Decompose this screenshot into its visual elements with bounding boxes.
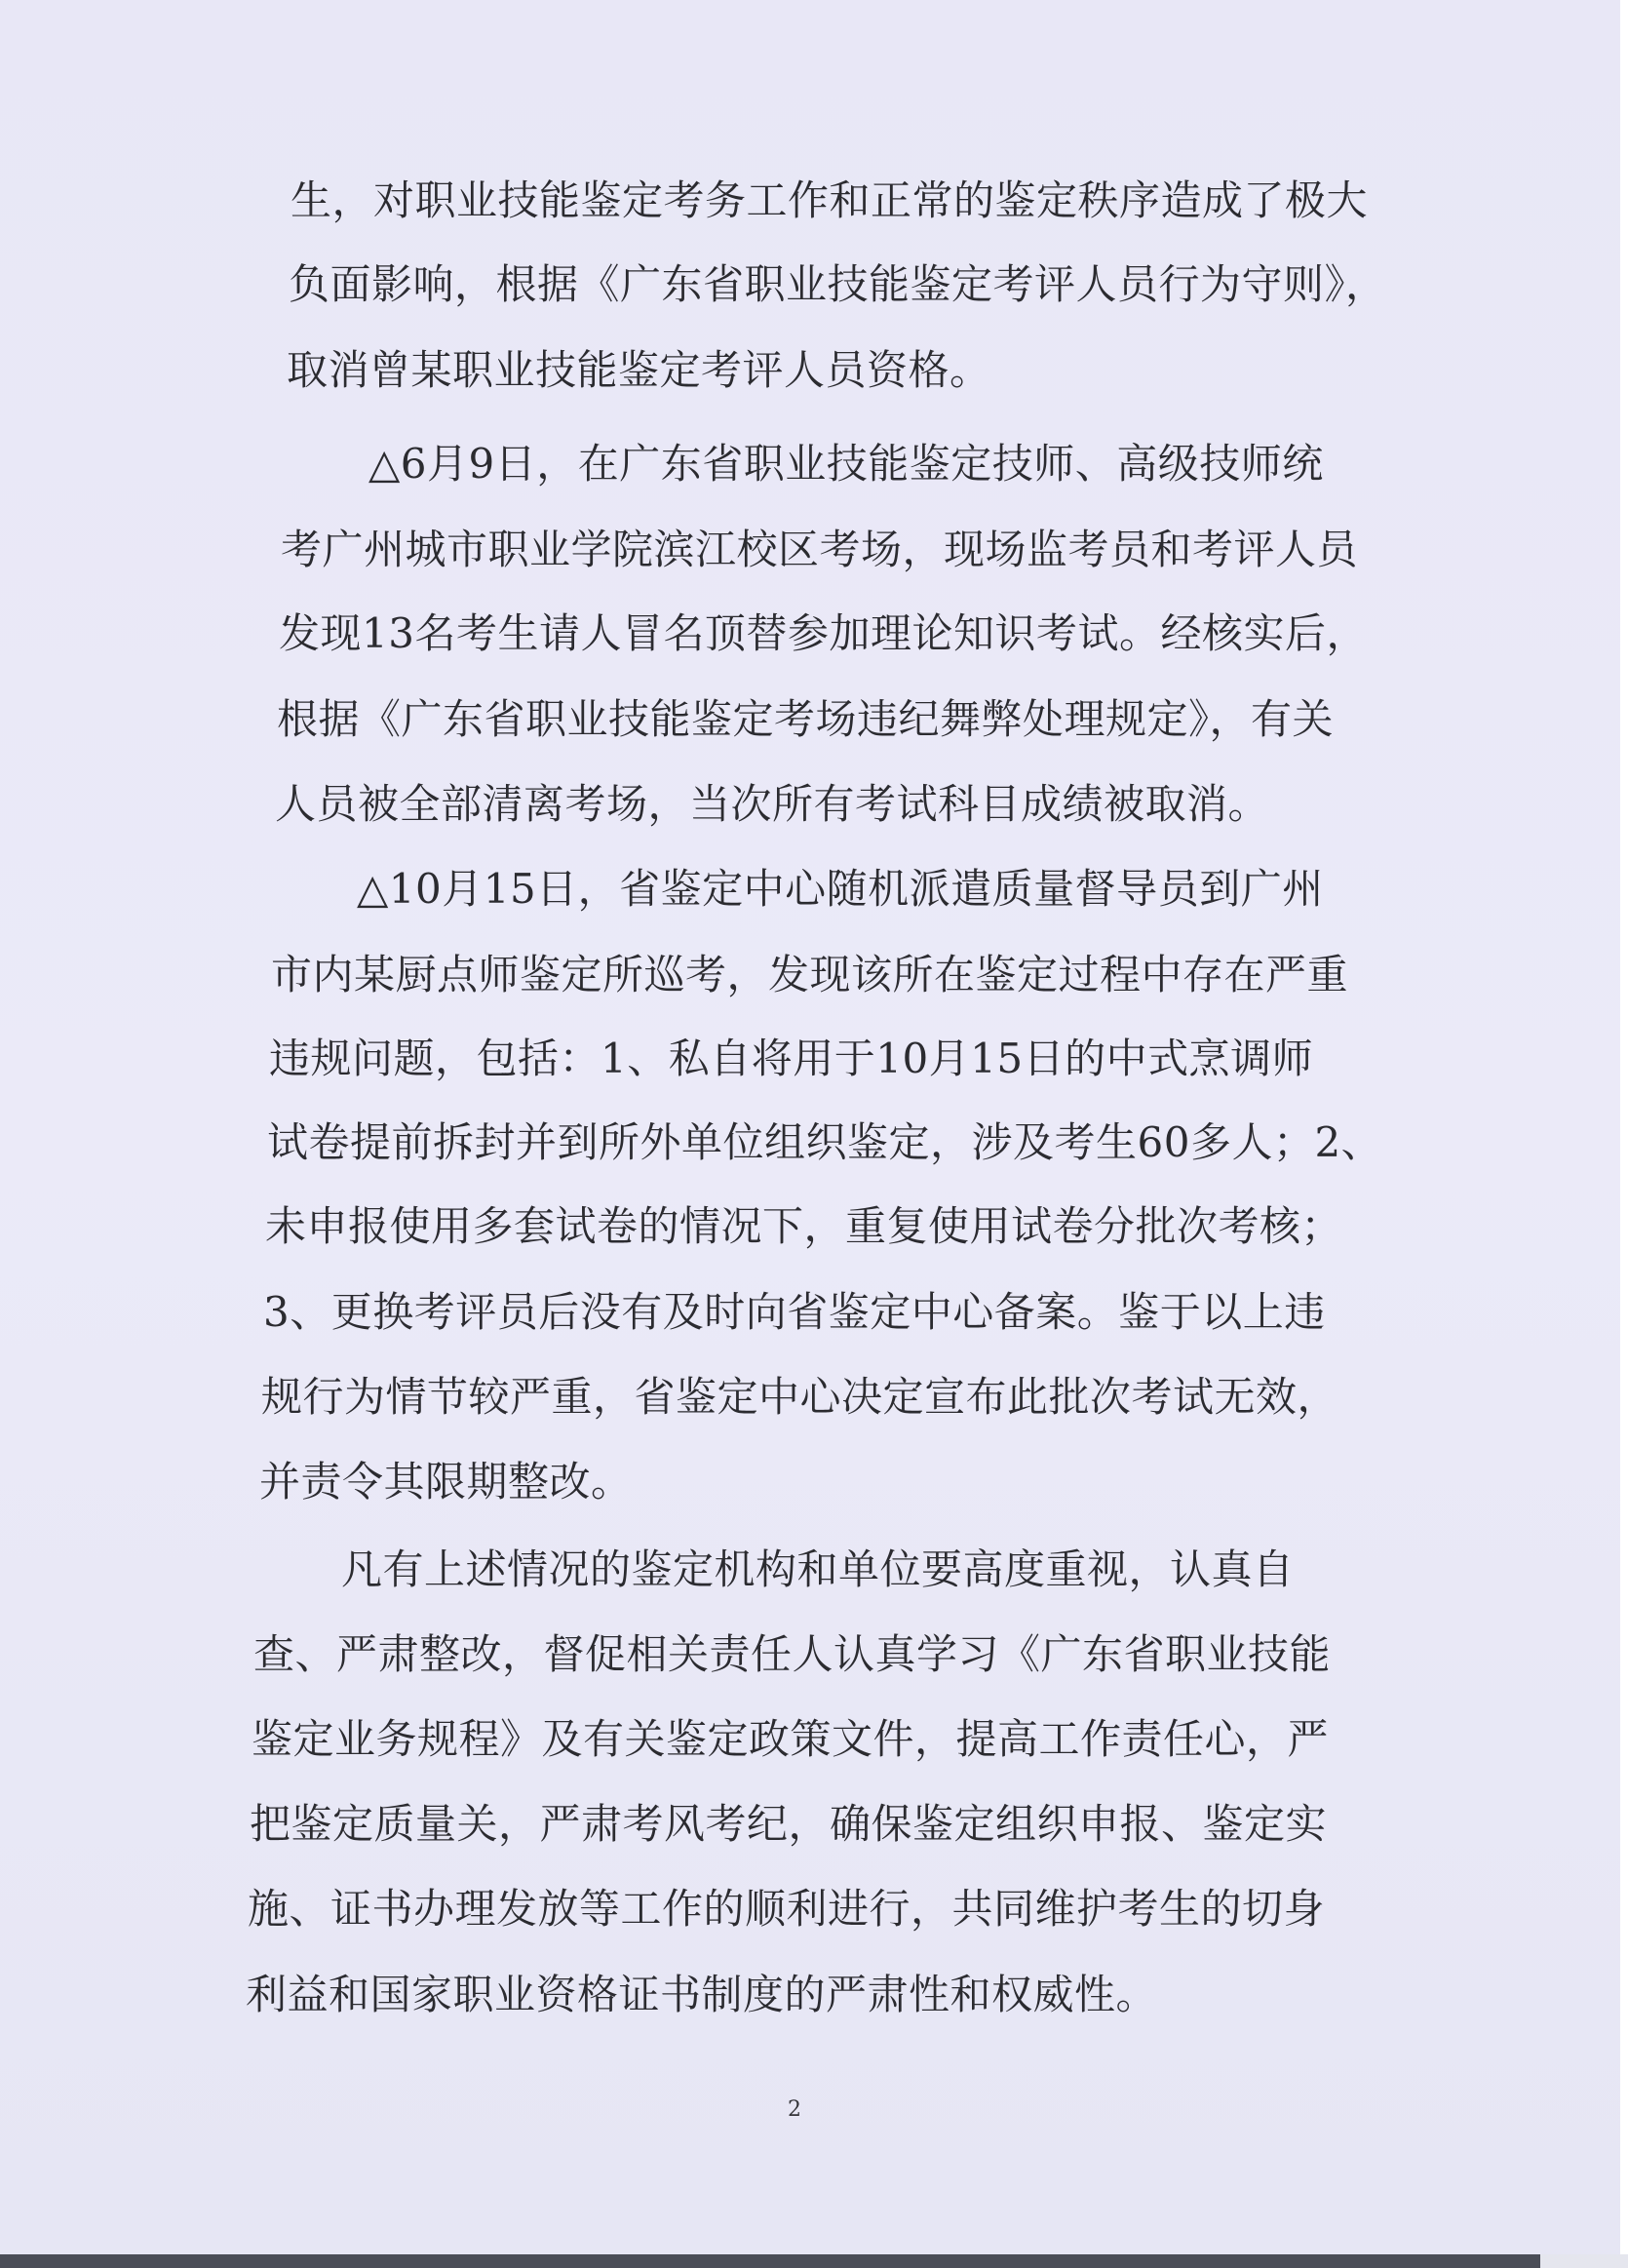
body-line: 并责令其限期整改。: [259, 1458, 633, 1505]
body-line: 未申报使用多套试卷的情况下，重复使用试卷分批次考核；: [265, 1202, 1343, 1250]
body-line: 试卷提前拆封并到所外单位组织鉴定，涉及考生60多人；2、: [267, 1118, 1383, 1166]
body-line: 施、证书办理发放等工作的顺利进行，共同维护考生的切身: [248, 1885, 1326, 1933]
body-line: 利益和国家职业资格证书制度的严肃性和权威性。: [246, 1971, 1158, 2018]
body-line: 3、更换考评员后没有及时向省鉴定中心备案。鉴于以上违: [263, 1288, 1326, 1336]
body-line: 负面影响，根据《广东省职业技能鉴定考评人员行为守则》，: [289, 260, 1387, 308]
body-line: 规行为情节较严重，省鉴定中心决定宣布此批次考试无效，: [261, 1373, 1339, 1421]
body-line: △10月15日，省鉴定中心随机派遣质量督导员到广州: [357, 865, 1324, 913]
scan-edge-right: [1620, 0, 1628, 2268]
body-line: 考广州城市职业学院滨江校区考场，现场监考员和考评人员: [281, 526, 1359, 573]
body-line: 生，对职业技能鉴定考务工作和正常的鉴定秩序造成了极大: [291, 176, 1369, 224]
body-line: 鉴定业务规程》及有关鉴定政策文件，提高工作责任心，严: [252, 1715, 1330, 1763]
body-line: 取消曾某职业技能鉴定考评人员资格。: [287, 346, 991, 394]
scan-edge-bottom-corner: [1540, 2254, 1628, 2268]
scan-edge-bottom: [0, 2254, 1628, 2268]
body-line: 人员被全部清离考场，当次所有考试科目成绩被取消。: [275, 780, 1270, 828]
body-line: 把鉴定质量关，严肃考风考纪，确保鉴定组织申报、鉴定实: [250, 1800, 1328, 1848]
body-line: 市内某厨点师鉴定所巡考，发现该所在鉴定过程中存在严重: [271, 951, 1349, 998]
body-line: 违规问题，包括：1、私自将用于10月15日的中式烹调师: [269, 1035, 1314, 1082]
body-line: 查、严肃整改，督促相关责任人认真学习《广东省职业技能: [253, 1630, 1332, 1678]
body-line: 发现13名考生请人冒名顶替参加理论知识考试。经核实后，: [279, 609, 1368, 657]
body-line: 根据《广东省职业技能鉴定考场违纪舞弊处理规定》，有关: [277, 695, 1335, 743]
body-line: 凡有上述情况的鉴定机构和单位要高度重视，认真自: [341, 1545, 1295, 1593]
body-line: △6月9日，在广东省职业技能鉴定技师、高级技师统: [368, 440, 1324, 488]
page-number: 2: [788, 2097, 801, 2122]
